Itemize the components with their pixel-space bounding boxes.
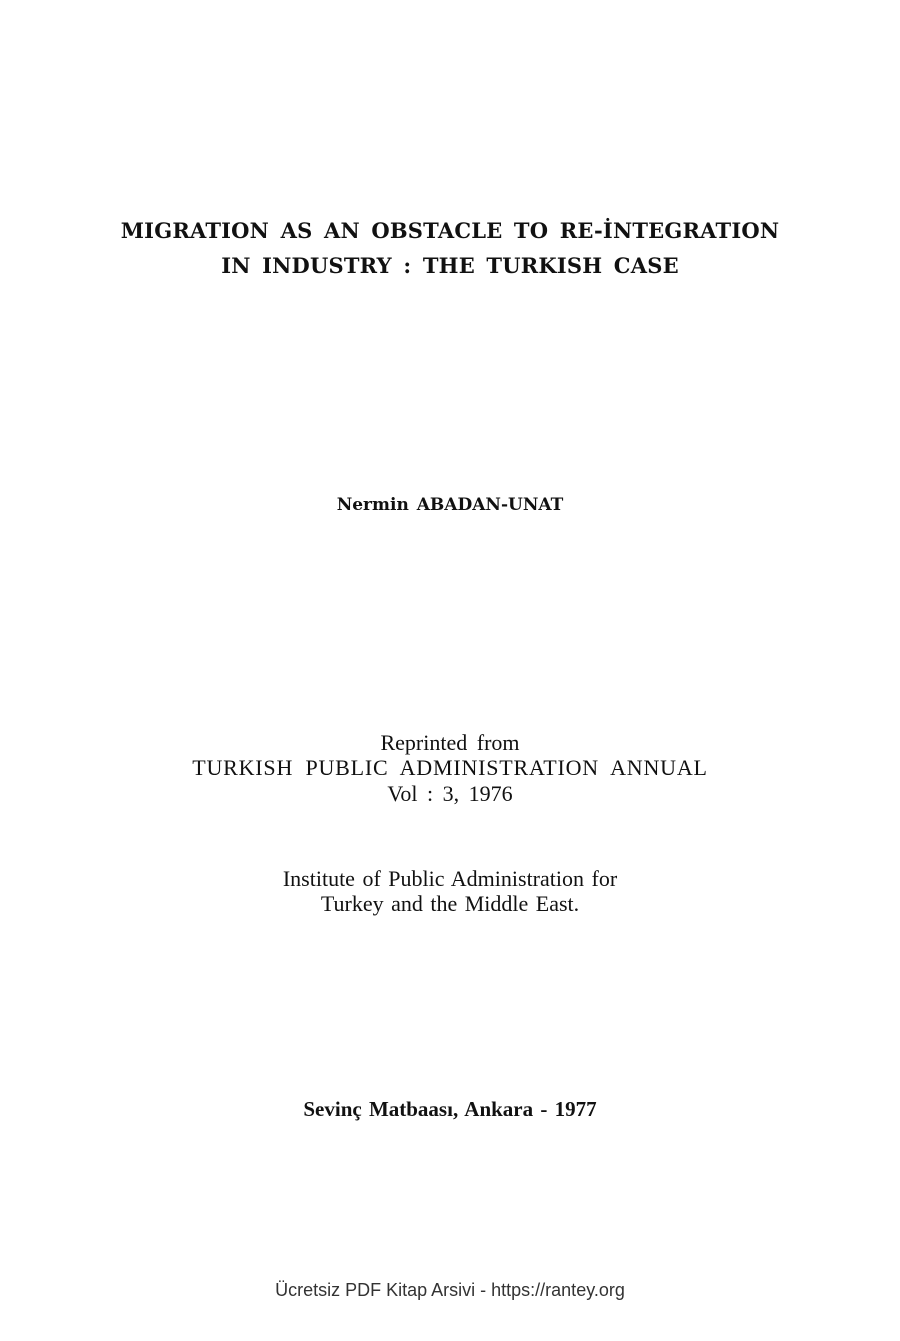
printer-imprint: Sevinç Matbaası, Ankara - 1977 — [303, 1097, 597, 1121]
journal-name: TURKISH PUBLIC ADMINISTRATION ANNUAL — [192, 755, 708, 780]
title-line-1: MIGRATION AS AN OBSTACLE TO RE-İNTEGRATION — [120, 218, 780, 243]
title-line-2: IN INDUSTRY : THE TURKISH CASE — [221, 253, 679, 278]
author-name: Nermin ABADAN-UNAT — [336, 495, 564, 515]
institute-line-1: Institute of Public Administration for — [282, 866, 618, 891]
reprint-intro: Reprinted from — [380, 730, 520, 755]
journal-volume: Vol : 3, 1976 — [387, 781, 513, 806]
footer-watermark: Ücretsiz PDF Kitap Arsivi - https://rantey.org — [275, 1280, 625, 1300]
institute-line-2: Turkey and the Middle East. — [320, 891, 580, 916]
